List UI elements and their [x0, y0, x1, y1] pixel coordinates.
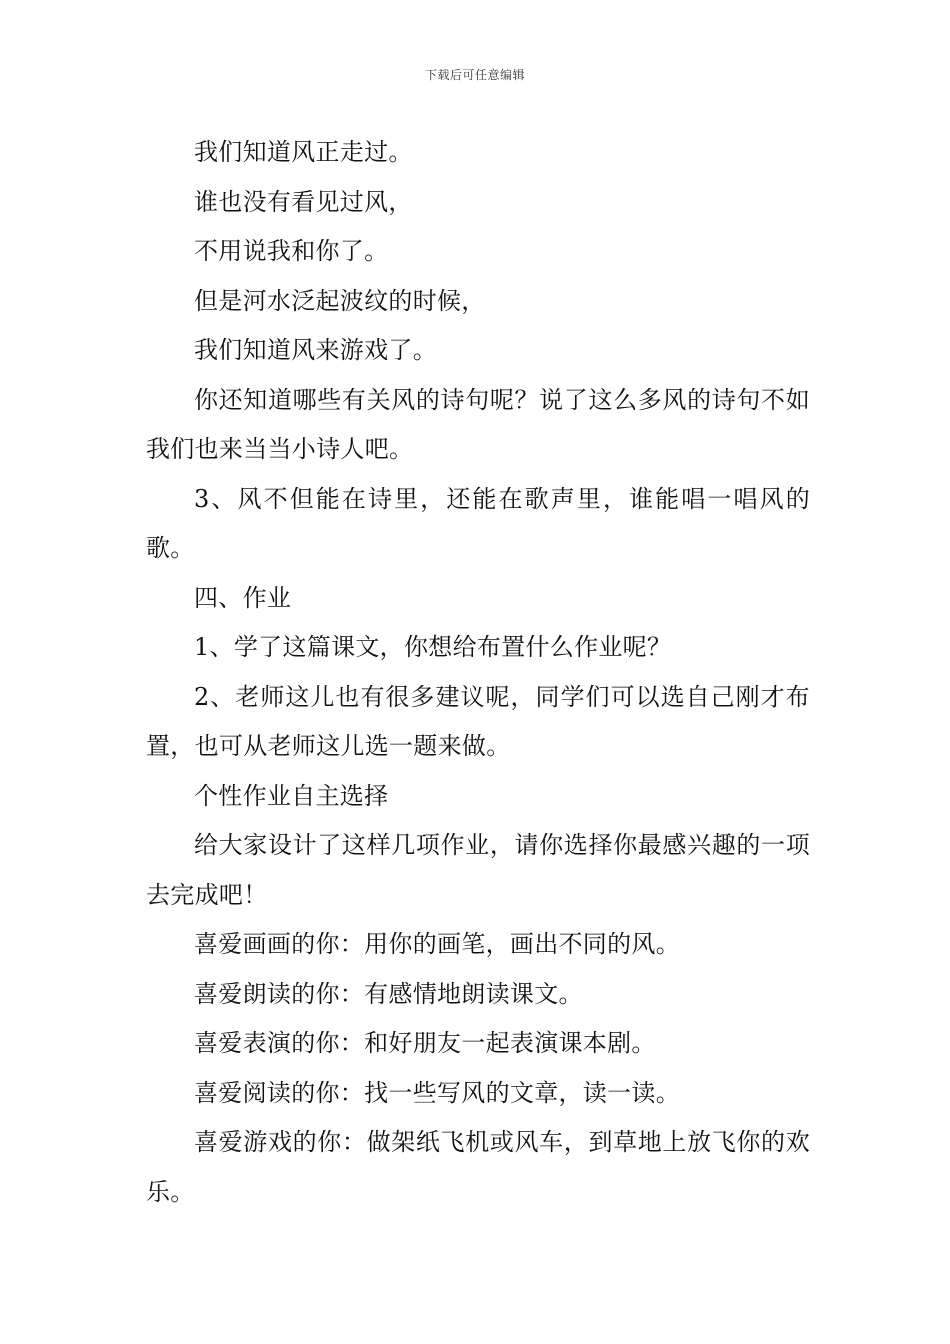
list-item: 喜爱游戏的你：做架纸飞机或风车，到草地上放飞你的欢乐。 — [146, 1128, 810, 1206]
paragraph: 我们知道风来游戏了。 — [194, 336, 437, 364]
paragraph: 谁也没有看见过风， — [194, 187, 413, 216]
document-body — [146, 128, 810, 1217]
paragraph: 但是河水泛起波纹的时候， — [194, 286, 486, 315]
paragraph: 1、学了这篇课文，你想给布置什么作业呢？ — [194, 633, 672, 661]
paragraph: 3、风不但能在诗里，还能在歌声里，谁能唱一唱风的歌。 — [146, 484, 810, 562]
paragraph: 我们知道风正走过。 — [194, 138, 413, 166]
paragraph: 你还知道哪些有关风的诗句呢？说了这么多风的诗句不如我们也来当当小诗人吧。 — [146, 385, 810, 463]
section-heading: 四、作业 — [194, 583, 292, 612]
paragraph: 个性作业自主选择 — [194, 781, 389, 810]
paragraph: 不用说我和你了。 — [194, 237, 389, 265]
list-item: 喜爱表演的你：和好朋友一起表演课本剧。 — [194, 1029, 656, 1057]
list-item: 喜爱朗读的你：有感情地朗读课文。 — [194, 979, 583, 1008]
list-item: 喜爱画画的你：用你的画笔，画出不同的风。 — [194, 930, 680, 958]
page-header: 下载后可任意编辑 — [424, 68, 525, 82]
paragraph: 2、老师这儿也有很多建议呢，同学们可以选自己刚才布置，也可从老师这儿选一题来做。 — [146, 682, 810, 760]
list-item: 喜爱阅读的你：找一些写风的文章，读一读。 — [194, 1078, 680, 1107]
paragraph: 给大家设计了这样几项作业，请你选择你最感兴趣的一项去完成吧！ — [146, 831, 810, 909]
